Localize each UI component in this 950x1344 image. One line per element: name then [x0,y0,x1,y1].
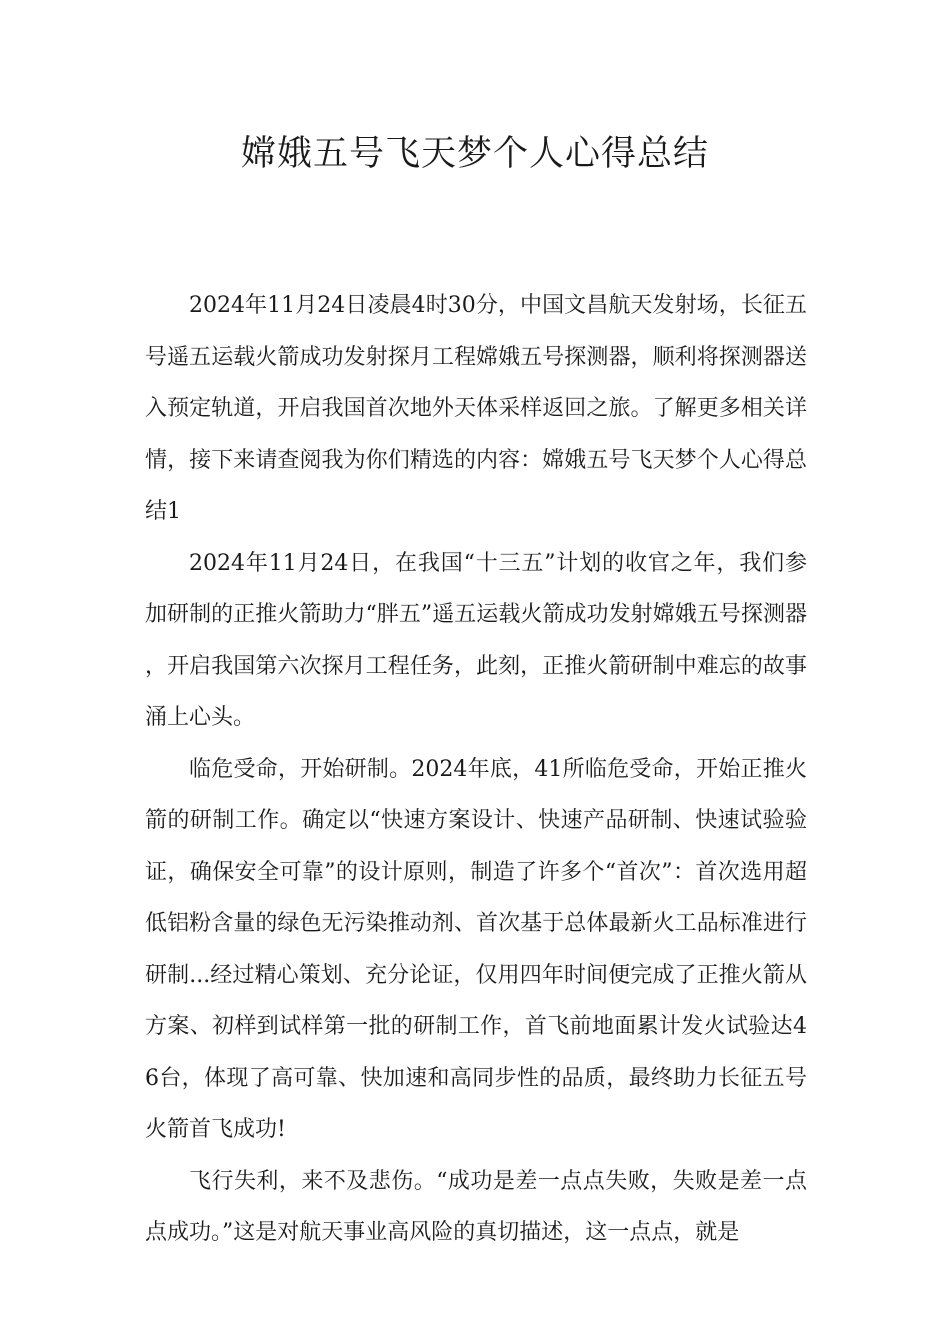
document-body [145,280,807,1259]
paragraph-failure: 飞行失利，来不及悲伤。“成功是差一点点失败，失败是差一点点成功。”这是对航天事业高风险的真切描述，这一点点，就是 [145,1168,807,1245]
paragraph-development: 临危受命，开始研制。2024年底，41所临危受命，开始正推火箭的研制工作。确定以“快速方案设计、快速产品研制、快速试验验证，确保安全可靠”的设计原则，制造了许多个“首次”：首次选用超低铝粉含量的绿色无污染推动剂、首次基于总体最新火工品标准进行研制...经过精心策划、充分论证，仅用四年时间便完成了正推火箭从方案、初样到试样第一批的研制工作，首飞前地面累计发火试验达46台，体现了高可靠、快加速和高同步性的品质，最终助力长征五号火箭首飞成功! [145,756,807,1142]
paragraph-intro: 2024年11月24日凌晨4时30分，中国文昌航天发射场，长征五号遥五运载火箭成功发射探月工程嫦娥五号探测器，顺利将探测器送入预定轨道，开启我国首次地外天体采样返回之旅。了解更多相关详情，接下来请查阅我为你们精选的内容：嫦娥五号飞天梦个人心得总结1 [145,293,807,524]
paragraph-launch: 2024年11月24日，在我国“十三五”计划的收官之年，我们参加研制的正推火箭助力“胖五”遥五运载火箭成功发射嫦娥五号探测器，开启我国第六次探月工程任务，此刻，正推火箭研制中难忘的故事涌上心头。 [145,550,807,730]
document-title: 嫦娥五号飞天梦个人心得总结 [240,134,709,174]
